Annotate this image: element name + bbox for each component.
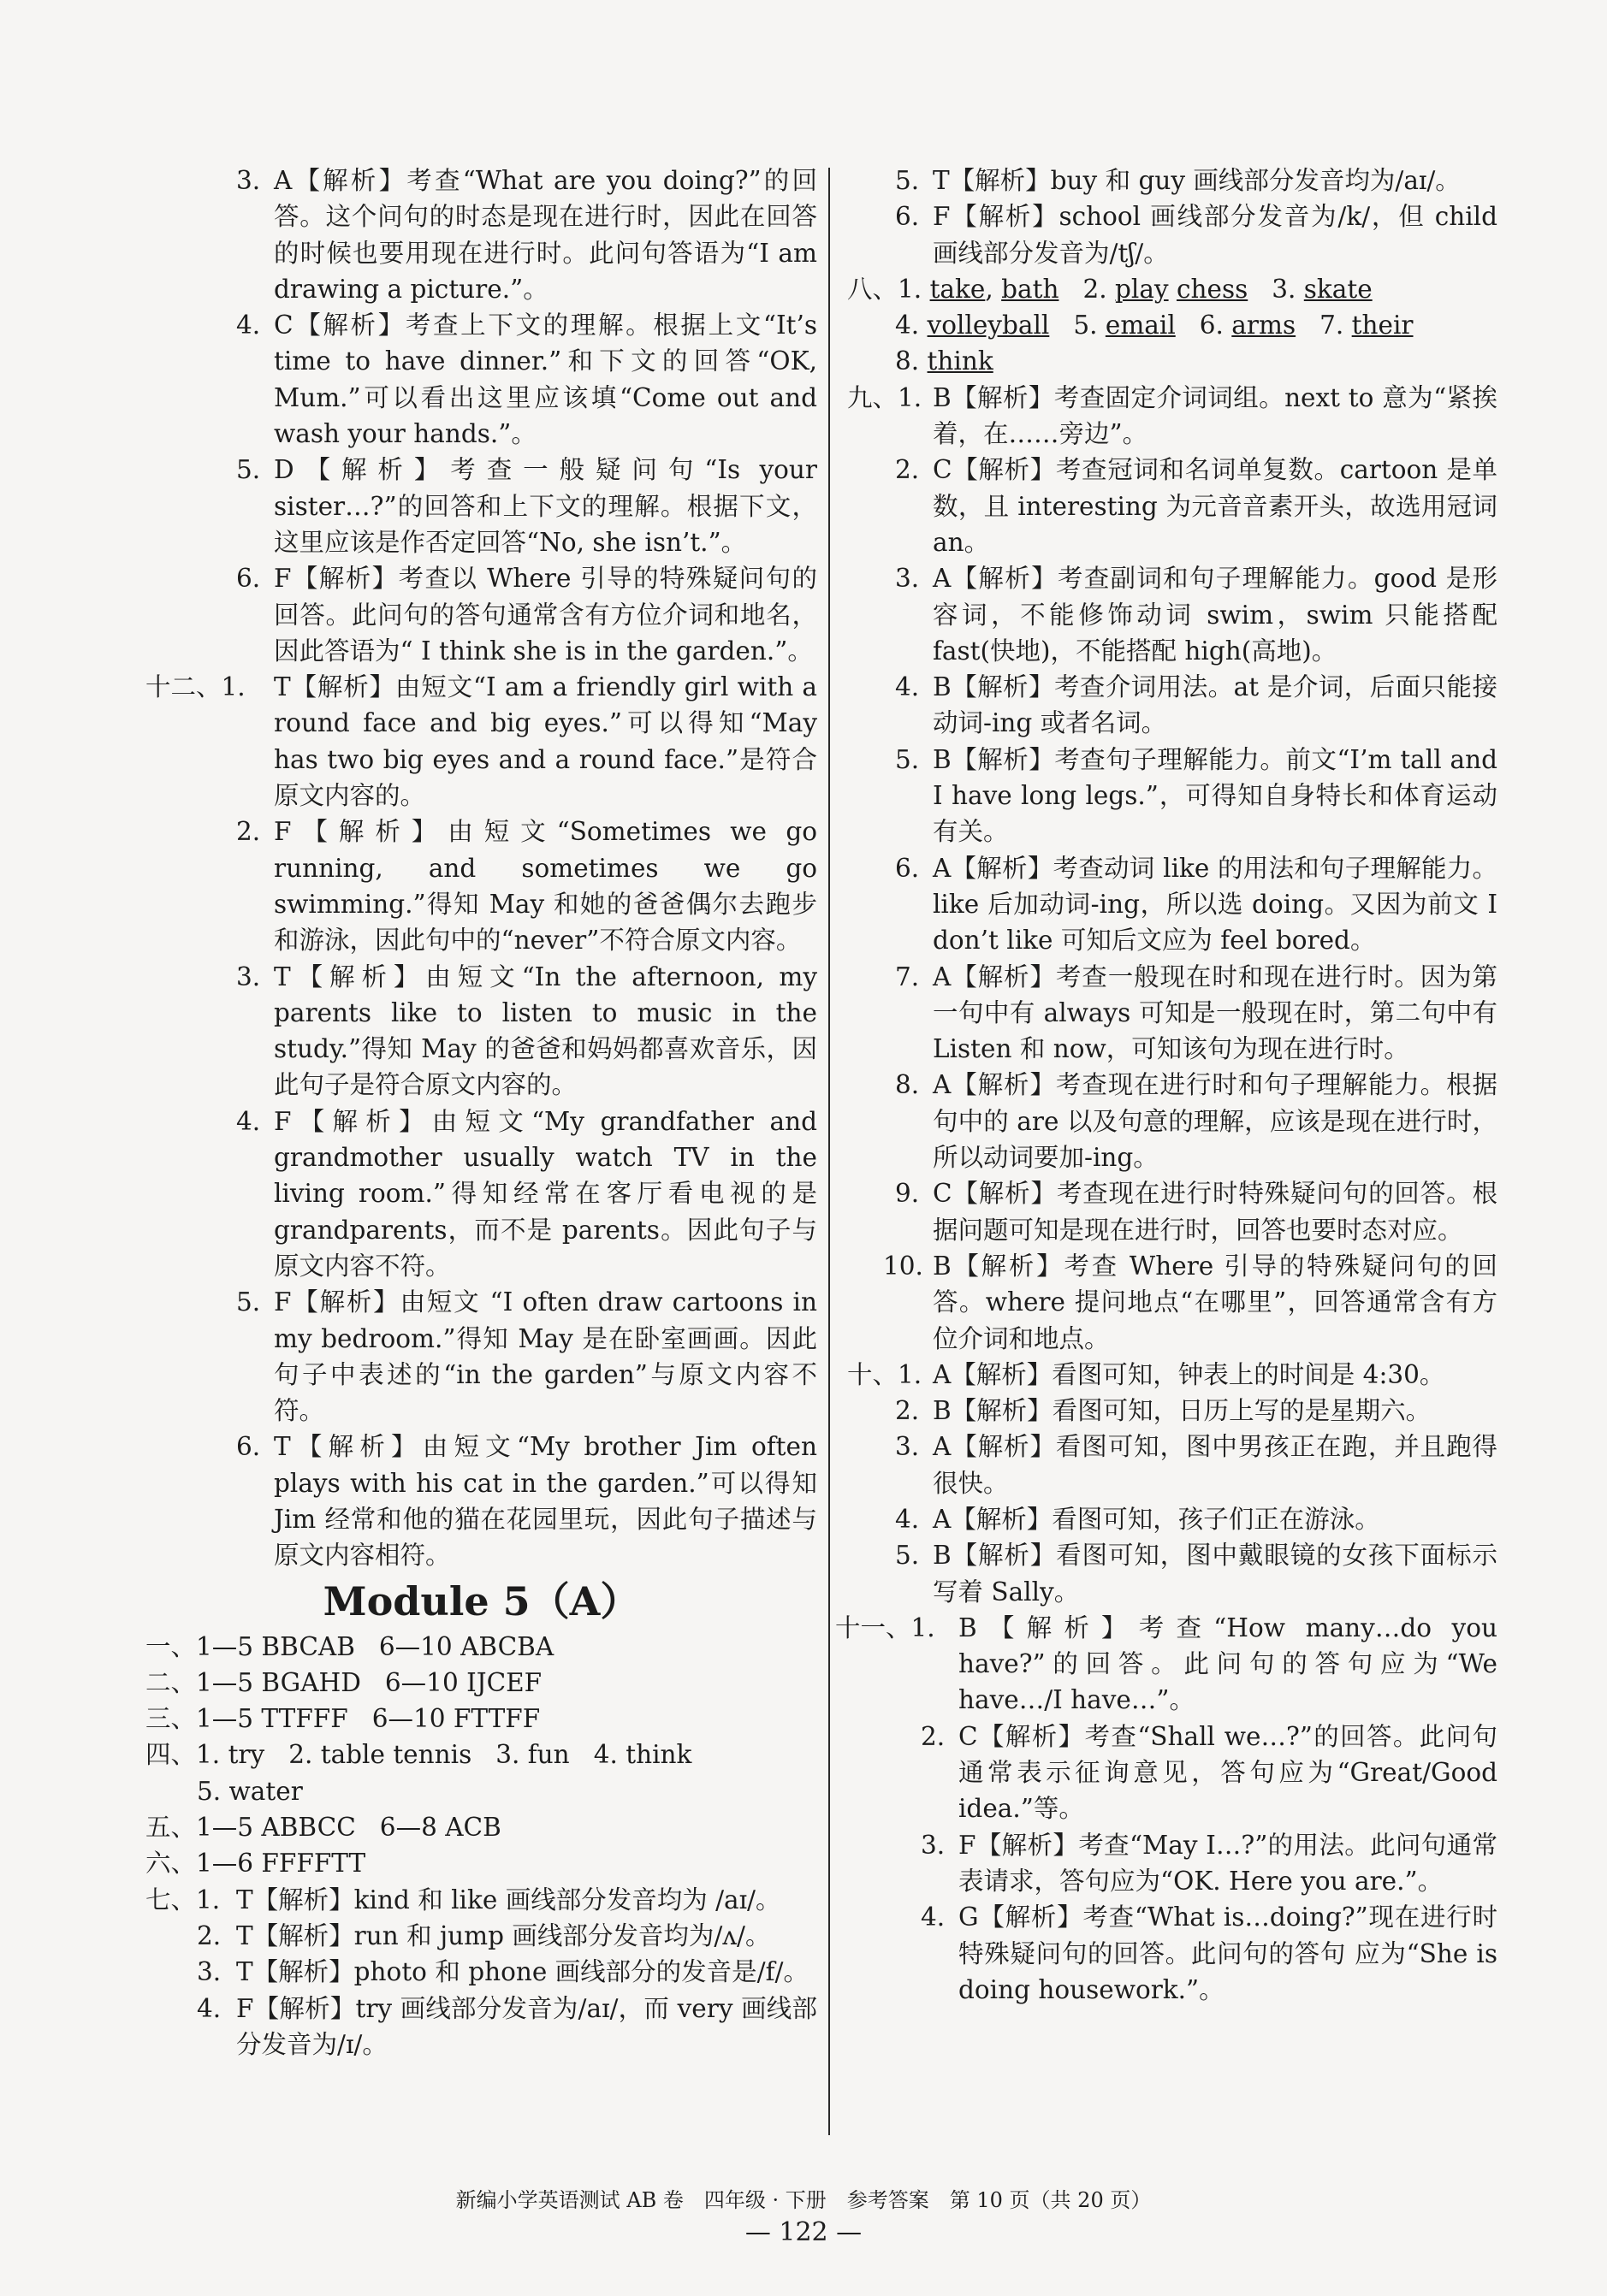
answer-line: 一、1—5 BBCAB 6—10 ABCBA — [145, 1631, 554, 1661]
answer-line: 8. think — [895, 346, 993, 376]
answer-line: 5. water — [197, 1776, 303, 1806]
answer-line: 八、1. take, bath 2. play chess 3. skate — [847, 274, 1373, 304]
answer-item: 5. F【解析】由短文 “I often draw cartoons in my bedroom.”得知 May 是在卧室画画。因此句子中表述的“in the garden”与原文内容不符。 — [236, 1287, 817, 1426]
answer-item: 3. F【解析】考查“May I…?”的用法。此问句通常表请求，答句应为“OK. Here you are.”。 — [921, 1830, 1497, 1896]
answer-item: 3. A【解析】考查副词和句子理解能力。good 是形容词，不能修饰动词 swim，swim 只能搭配 fast(快地)，不能搭配 high(高地)。 — [895, 564, 1497, 666]
column-divider — [828, 168, 830, 2135]
answer-line: 三、1—5 TTFFF 6—10 FTTFF — [145, 1704, 541, 1734]
answer-item: 3. T【解析】photo 和 phone 画线部分的发音是/f/。 — [197, 1957, 809, 1987]
answer-item: 4. B【解析】考查介词用法。at 是介词，后面只能接动词-ing 或者名词。 — [895, 672, 1497, 738]
answer-item: 3. T【解析】由短文“In the afternoon, my parents like to listen to music in the study.”得知 May 的爸爸和妈妈都喜欢音乐，因此句子是符合原文内容的。 — [236, 962, 817, 1100]
answer-item: 4. C【解析】考查上下文的理解。根据上文“It’s time to have dinner.”和下文的回答“OK, Mum.”可以看出这里应该填“Come out and wash your hands.”。 — [236, 311, 817, 449]
answer-item: 6. F【解析】school 画线部分发音为/k/，但 child 画线部分发音为/tʃ/。 — [895, 202, 1497, 268]
answer-item: 十一、1. B【解析】考查“How many…do you have?”的回答。此问句的答句应为“We have…/I have…”。 — [835, 1613, 1497, 1715]
answer-item: 6. A【解析】考查动词 like 的用法和句子理解能力。like 后加动词-ing，所以选 doing。又因为前文 I don’t like 可知后文应为 feel bored。 — [895, 853, 1497, 956]
answer-item: 9. C【解析】考查现在进行时特殊疑问句的回答。根据问题可知是现在进行时，回答也要时态对应。 — [895, 1179, 1497, 1245]
answer-item: 2. C【解析】考查冠词和名词单复数。cartoon 是单数，且 interesting 为元音音素开头，故选用冠词 an。 — [895, 455, 1497, 557]
module-heading: Module 5（A） — [323, 1577, 640, 1624]
answer-line: 四、1. try 2. table tennis 3. fun 4. think — [145, 1740, 692, 1770]
page-number: — 122 — — [744, 2217, 863, 2247]
answer-item: 4. F【解析】由短文“My grandfather and grandmother usually watch TV in the living room.”得知经常在客厅看电视的是 grandparents，而不是 parents。因此句子与原文内容不符。 — [236, 1106, 817, 1281]
answer-item: 3. A【解析】看图可知，图中男孩正在跑，并且跑得很快。 — [895, 1432, 1497, 1498]
answer-item: 7. A【解析】考查一般现在时和现在进行时。因为第一句中有 always 可知是一般现在时，第二句中有 Listen 和 now，可知该句为现在进行时。 — [895, 962, 1497, 1064]
answer-item: 七、1. T【解析】kind 和 like 画线部分发音均为 /aɪ/。 — [145, 1885, 781, 1914]
answer-item: 8. A【解析】考查现在进行时和句子理解能力。根据句中的 are 以及句意的理解，应该是现在进行时，所以动词要加-ing。 — [895, 1070, 1497, 1173]
answer-item: 4. F【解析】try 画线部分发音为/aɪ/，而 very 画线部分发音为/ɪ/。 — [197, 1993, 817, 2059]
answer-item: 5. D【解析】考查一般疑问句“Is your sister…?”的回答和上下文的理解。根据下文，这里应该是作否定回答“No, she isn’t.”。 — [236, 455, 817, 557]
answer-item: 十、1. A【解析】看图可知，钟表上的时间是 4:30。 — [847, 1359, 1445, 1389]
page-footer: 新编小学英语测试 AB 卷 四年级 · 下册 参考答案 第 10 页（共 20 页） — [455, 2188, 1152, 2212]
right-column — [835, 163, 1497, 2008]
answer-line: 二、1—5 BGAHD 6—10 IJCEF — [145, 1667, 543, 1697]
answer-line: 4. volleyball 5. email 6. arms 7. their — [895, 311, 1414, 340]
answer-item: 十二、1. T【解析】由短文“I am a friendly girl with a round face and big eyes.”可以得知“May has two big eyes and a round face.”是符合原文内容的。 — [145, 672, 817, 811]
answer-item: 九、1. B【解析】考查固定介词词组。next to 意为“紧挨着，在……旁边”。 — [847, 382, 1497, 449]
answer-item: 5. B【解析】看图可知，图中戴眼镜的女孩下面标示写着 Sally。 — [895, 1541, 1497, 1607]
answer-item: 2. T【解析】run 和 jump 画线部分发音均为/ʌ/。 — [197, 1920, 771, 1950]
answer-item: 6. F【解析】考查以 Where 引导的特殊疑问句的回答。此问句的答句通常含有方位介词和地名，因此答语为“ I think she is in the garden.”。 — [236, 564, 817, 666]
answer-item: 3. A【解析】考查“What are you doing?”的回答。这个问句的时态是现在进行时，因此在回答的时候也要用现在进行时。此问句答语为“I am drawing a picture.”。 — [236, 166, 817, 304]
answer-item: 2. F【解析】由短文“Sometimes we go running, and sometimes we go swimming.”得知 May 和她的爸爸偶尔去跑步和游泳，因此句中的“never”不符合原文内容。 — [236, 817, 817, 956]
left-column — [145, 163, 817, 2062]
answer-item: 4. G【解析】考查“What is…doing?”现在进行时特殊疑问句的回答。此问句的答句 应为“She is doing housework.”。 — [921, 1902, 1497, 2004]
answer-item: 2. C【解析】考查“Shall we…?”的回答。此问句通常表示征询意见，答句应为“Great/Good idea.”等。 — [921, 1721, 1497, 1824]
answer-item: 4. A【解析】看图可知，孩子们正在游泳。 — [895, 1504, 1380, 1534]
answer-item: 6. T【解析】由短文“My brother Jim often plays with his cat in the garden.”可以得知 Jim 经常和他的猫在花园里玩，因此句子描述与原文内容相符。 — [236, 1432, 817, 1571]
answer-line: 五、1—5 ABBCC 6—8 ACB — [145, 1813, 501, 1843]
answer-item: 5. B【解析】考查句子理解能力。前文“I’m tall and I have long legs.”，可得知自身特长和体育运动有关。 — [895, 744, 1497, 847]
answer-item: 10. B【解析】考查 Where 引导的特殊疑问句的回答。where 提问地点“在哪里”，回答通常含有方位介词和地点。 — [883, 1251, 1497, 1353]
answer-item: 5. T【解析】buy 和 guy 画线部分发音均为/aɪ/。 — [895, 166, 1461, 195]
answer-item: 2. B【解析】看图可知，日历上写的是星期六。 — [895, 1396, 1432, 1426]
answer-line: 六、1—6 FFFFTT — [145, 1849, 366, 1879]
